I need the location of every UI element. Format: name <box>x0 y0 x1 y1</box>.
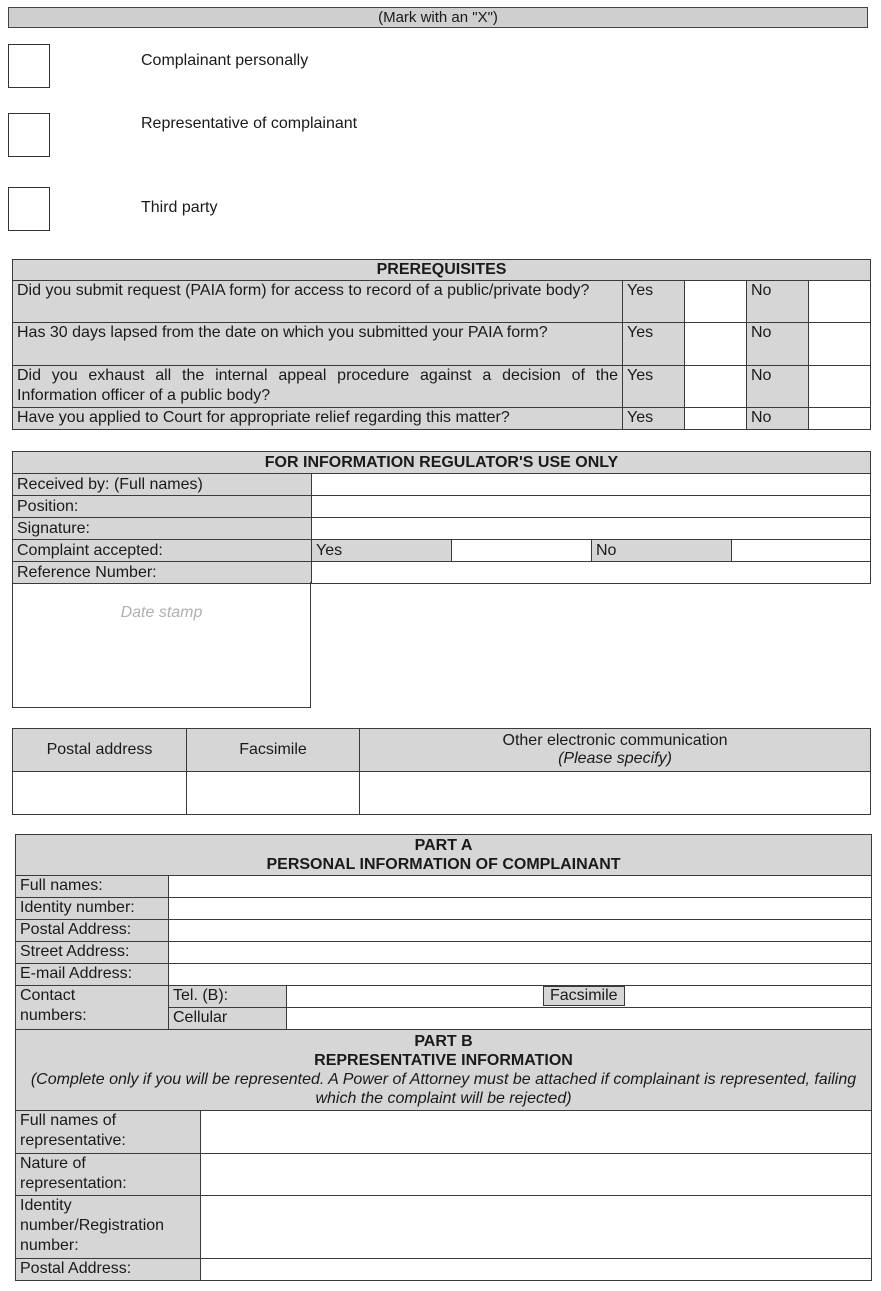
other-electronic-header <box>360 729 871 772</box>
contact-numbers-label <box>16 986 169 1030</box>
prerequisite-row <box>13 366 871 408</box>
yes-answer-box[interactable] <box>685 408 747 430</box>
yes-answer-box[interactable] <box>685 323 747 366</box>
postal-address-choice-box[interactable] <box>13 772 187 815</box>
other-electronic-choice-box[interactable] <box>360 772 871 815</box>
prerequisite-question: Did you exhaust all the internal appeal procedure against a decision of the Information officer of a public body? <box>13 366 623 408</box>
identity-registration-field[interactable] <box>201 1196 872 1259</box>
identity-number-label: Identity number: <box>16 898 169 920</box>
no-label: No <box>747 408 809 430</box>
facsimile-header: Facsimile <box>187 729 360 772</box>
complaint-accepted-yes-box[interactable] <box>452 540 592 562</box>
option-label-complainant-personally: Complainant personally <box>141 52 309 69</box>
part-b-label: PART B <box>414 1033 473 1050</box>
received-by-label: Received by: (Full names) <box>13 474 312 496</box>
complaint-accepted-no-label: No <box>592 540 732 562</box>
rep-postal-address-field[interactable] <box>201 1259 872 1281</box>
signature-label: Signature: <box>13 518 312 540</box>
cellular-label: Cellular <box>169 1008 287 1030</box>
prerequisite-question: Has 30 days lapsed from the date on which you submitted your PAIA form? <box>13 323 623 366</box>
no-answer-box[interactable] <box>809 323 871 366</box>
regulator-use-title: FOR INFORMATION REGULATOR'S USE ONLY <box>13 452 871 474</box>
part-a-header <box>16 835 872 876</box>
reference-number-field[interactable] <box>312 562 871 584</box>
yes-label: Yes <box>623 408 685 430</box>
part-b-title: REPRESENTATIVE INFORMATION <box>314 1052 573 1069</box>
yes-label: Yes <box>623 281 685 323</box>
option-label-representative-of-complainant: Representative of complainant <box>141 115 358 132</box>
nature-of-representation-field[interactable] <box>201 1154 872 1196</box>
prerequisite-row <box>13 323 871 366</box>
facsimile-choice-box[interactable] <box>187 772 360 815</box>
contact-numbers-label-line1: Contact <box>20 987 76 1004</box>
reference-number-label: Reference Number: <box>13 562 312 584</box>
postal-address-header: Postal address <box>13 729 187 772</box>
personal-information-table <box>15 834 872 1281</box>
cellular-field[interactable] <box>287 1008 872 1030</box>
identity-number-field[interactable] <box>169 898 872 920</box>
part-b-note: (Complete only if you will be represented. A Power of Attorney must be attached if complainant is represented, failing which the complaint will be rejected) <box>30 1071 857 1107</box>
option-label-third-party: Third party <box>141 199 218 216</box>
postal-address-field[interactable] <box>169 920 872 942</box>
email-address-field[interactable] <box>169 964 872 986</box>
checkbox-complainant-personally[interactable] <box>8 44 50 88</box>
full-names-label: Full names: <box>16 876 169 898</box>
tel-b-label: Tel. (B): <box>169 986 287 1008</box>
part-a-title: PERSONAL INFORMATION OF COMPLAINANT <box>266 856 621 873</box>
tel-b-field[interactable] <box>287 986 872 1008</box>
mark-instruction-bar: (Mark with an "X") <box>8 7 868 28</box>
prerequisite-row <box>13 281 871 323</box>
prerequisites-title: PREREQUISITES <box>13 260 871 281</box>
yes-label: Yes <box>623 323 685 366</box>
prerequisite-question: Have you applied to Court for appropriate relief regarding this matter? <box>13 408 623 430</box>
email-address-label: E-mail Address: <box>16 964 169 986</box>
complaint-accepted-no-box[interactable] <box>732 540 871 562</box>
no-label: No <box>747 281 809 323</box>
prerequisites-table <box>12 259 871 430</box>
identity-registration-label: Identity number/Registration number: <box>16 1196 201 1259</box>
checkbox-third-party[interactable] <box>8 187 50 231</box>
full-names-field[interactable] <box>169 876 872 898</box>
position-field[interactable] <box>312 496 871 518</box>
rep-postal-address-label: Postal Address: <box>16 1259 201 1281</box>
checkbox-representative-of-complainant[interactable] <box>8 113 50 157</box>
rep-full-names-label: Full names of representative: <box>16 1111 201 1154</box>
facsimile-label: Facsimile <box>543 986 625 1006</box>
part-a-label: PART A <box>414 837 473 854</box>
signature-field[interactable] <box>312 518 871 540</box>
prerequisite-question: Did you submit request (PAIA form) for access to record of a public/private body? <box>13 281 623 323</box>
date-stamp-label: Date stamp <box>120 604 203 621</box>
please-specify-label: (Please specify) <box>558 750 672 767</box>
contact-numbers-label-line2: numbers: <box>20 1007 87 1024</box>
street-address-label: Street Address: <box>16 942 169 964</box>
other-electronic-label: Other electronic communication <box>502 732 728 749</box>
date-stamp-box <box>12 582 311 708</box>
rep-full-names-field[interactable] <box>201 1111 872 1154</box>
part-b-header <box>16 1030 872 1111</box>
prerequisite-row <box>13 408 871 430</box>
position-label: Position: <box>13 496 312 518</box>
complaint-accepted-label: Complaint accepted: <box>13 540 312 562</box>
no-answer-box[interactable] <box>809 281 871 323</box>
postal-address-label: Postal Address: <box>16 920 169 942</box>
street-address-field[interactable] <box>169 942 872 964</box>
no-label: No <box>747 366 809 408</box>
regulator-use-table <box>12 451 871 584</box>
received-by-field[interactable] <box>312 474 871 496</box>
no-label: No <box>747 323 809 366</box>
yes-label: Yes <box>623 366 685 408</box>
complaint-accepted-yes-label: Yes <box>312 540 452 562</box>
nature-of-representation-label: Nature of representation: <box>16 1154 201 1196</box>
contact-methods-table <box>12 728 871 815</box>
yes-answer-box[interactable] <box>685 366 747 408</box>
yes-answer-box[interactable] <box>685 281 747 323</box>
no-answer-box[interactable] <box>809 366 871 408</box>
no-answer-box[interactable] <box>809 408 871 430</box>
